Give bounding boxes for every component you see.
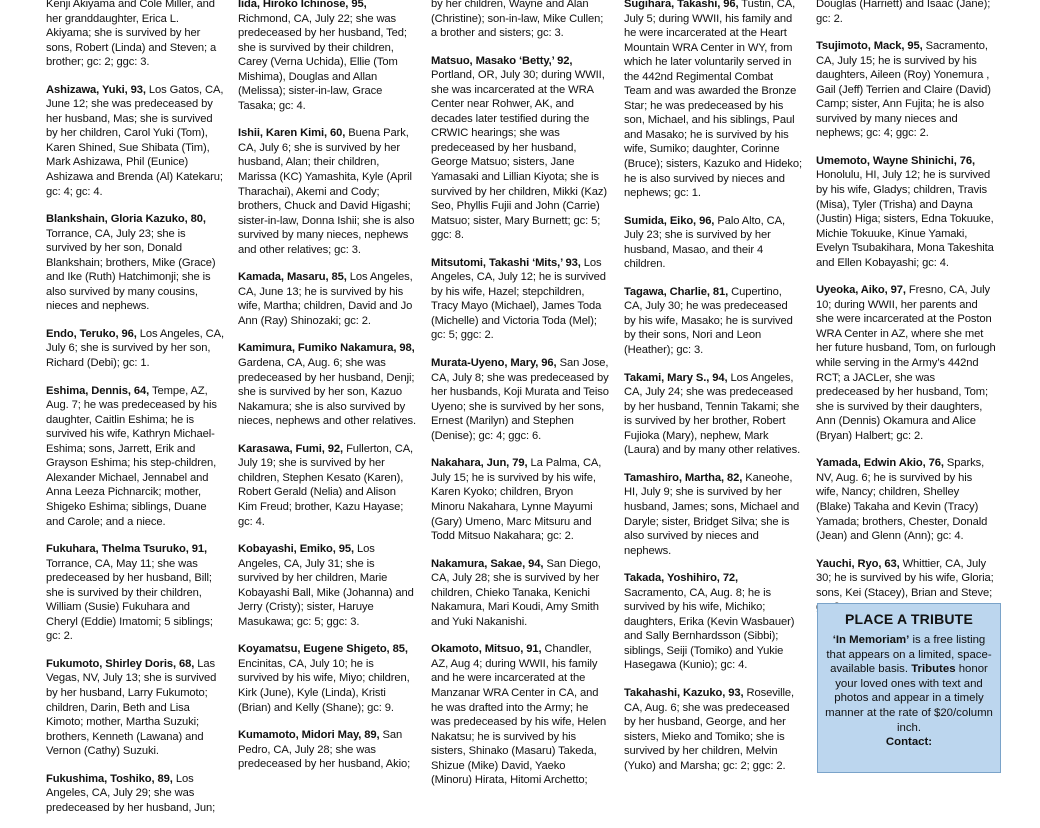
obituary-text: Chandler, AZ, Aug 4; during WWII, his family and he were incarcerated at the Manzanar WRA Center in CA, and he was drafted into the Army; he was predeceased by his wife, Helen Nakatsu; he is survived by his sisters, Shinako (Masaru) Takeda, Shizue (Mike) David, Yaeko (Minoru) Hirata, Hitomi Archetto; bbox=[431, 643, 607, 787]
obituary-name: Endo, Teruko, 96, bbox=[46, 327, 137, 340]
obituary-entry bbox=[816, 456, 996, 543]
obituary-entry bbox=[238, 341, 416, 428]
obituary-name: Sugihara, Takashi, 96, bbox=[624, 0, 739, 10]
obituary-text: Fullerton, CA, July 19; she is survived by her children, Stephen Kesato (Karen), Robert Gerald (Nelia) and Alison Kim Freud; brother, Kazu Hayase; gc: 4. bbox=[238, 442, 414, 528]
obituary-name: Koyamatsu, Eugene Shigeto, 85, bbox=[238, 643, 408, 656]
obituary-name: Tsujimoto, Mack, 95, bbox=[816, 40, 923, 53]
obituary-text: Sacramento, CA, July 15; he is survived by his daughters, Aileen (Roy) Yonemura , Gail (Jeff) Terrien and Claire (David) Camp; sister, Ann Fujita; he is also survived by many nieces and nephews; gc: 4; ggc: 2. bbox=[816, 40, 991, 140]
obituary-name: Takahashi, Kazuko, 93, bbox=[624, 686, 744, 699]
obituary-name: Eshima, Dennis, 64, bbox=[46, 384, 150, 397]
obituary-text: La Palma, CA, July 15; he is survived by his wife, Karen Kyoko; children, Bryon Minoru Nakahara, Lynne Mayumi (Gary) Umeno, Marc Mitsuru and Todd Mitsuo Nakahara; gc: 2. bbox=[431, 457, 602, 543]
obituary-entry bbox=[624, 214, 802, 272]
tribute-body bbox=[824, 633, 994, 735]
obituary-text: Los Angeles, CA, July 12; he is survived by his wife, Hazel; stepchildren, Tracy Mayo (Michael), James Toda (Michelle) and Victoria Toda (Mel); gc: 5; ggc: 2. bbox=[431, 256, 606, 342]
obituary-name: Kamimura, Fumiko Nakamura, 98, bbox=[238, 342, 415, 355]
obituary-name: Karasawa, Fumi, 92, bbox=[238, 442, 344, 455]
obituary-entry bbox=[238, 126, 416, 257]
obituary-name: Fukumoto, Shirley Doris, 68, bbox=[46, 657, 195, 670]
obituary-entry bbox=[431, 54, 609, 243]
obituary-text: Whittier, CA, July 30; he is survived by his wife, Gloria; sons, Kei (Stacey), Brian and Steve; bbox=[816, 557, 994, 599]
obituary-text: Gardena, CA, Aug. 6; she was predeceased by her husband, Denji; she is survived by her son, Kazuo Nakamura; she is also survived by nieces, nephews and other relatives. bbox=[238, 357, 416, 428]
obituary-name: Blankshain, Gloria Kazuko, 80, bbox=[46, 213, 206, 226]
obituary-entry bbox=[238, 270, 416, 328]
obituary-entry bbox=[431, 456, 609, 543]
obituary-name: Mitsutomi, Takashi ‘Mits,’ 93, bbox=[431, 256, 581, 269]
obituary-name: Takami, Mary S., 94, bbox=[624, 371, 728, 384]
obituary-text: Fresno, CA, July 10; during WWII, her parents and she were incarcerated at the Poston WRA Center in AZ, where she met her future husband, Tom, on furlough while serving in the Army’s 442nd RCT; a JACLer, she was predeceased by her husband, Tom; she is survived by their daughters, Ann (Dennis) Okamura and Alice (Bryan) Halbert; gc: 2. bbox=[816, 284, 996, 442]
obituary-text: Tustin, CA, July 5; during WWII, his family and he were incarcerated at the Heart Mountain WRA Center in WY, from which he later voluntarily served in the 442nd Regimental Combat Team and was awarded the Bronze Star; he was predeceased by his son, Michael, and his siblings, Paul and Masako; he is survived by his wife, Sumiko; daughter, Corinne (Bruce); sisters, Kazuko and Hideko; he is also survived by nieces and nephews; gc: 1. bbox=[624, 0, 802, 200]
obituary-entry bbox=[431, 356, 609, 443]
obituary-text: by her children, Wayne and Alan (Christine); son-in-law, Mike Cullen; a brother and sisters; gc: 3. bbox=[431, 0, 604, 40]
tributes-label: Tributes bbox=[911, 663, 956, 676]
obituary-column-1 bbox=[46, 0, 224, 828]
obituary-text: Tempe, AZ, Aug. 7; he was predeceased by his daughter, Caitlin Eshima; he is survived his wife, Kathryn Michael-Eshima; sons, Jarrett, Erik and Grayson Eshima; his step-children, Alexander Michael, Jennabel and Anna Leeza Pichnarcik; mother, Shigeko Eshima; siblings, Duane and Carole; and a niece. bbox=[46, 384, 217, 528]
obituary-text: San Jose, CA, July 8; she was predeceased by her husbands, Koji Murata and Teiso Uyeno; she is survived by her sons, Ernest (Marilyn) and Stephen (Denise); gc: 4; ggc: 6. bbox=[431, 357, 609, 442]
obituary-name: Ashizawa, Yuki, 93, bbox=[46, 83, 146, 96]
obituary-entry bbox=[238, 442, 416, 529]
obituary-entry bbox=[431, 256, 609, 343]
obituary-text: Sparks, NV, Aug. 6; he is survived by his wife, Nancy; children, Shelley (Blake) Takaha and Kevin (Tracy) Yamada; brothers, Chester, Donald (Jean) and Glenn (Ann); gc: 4. bbox=[816, 457, 988, 543]
obituary-entry bbox=[624, 471, 802, 558]
obituary-name: Fukuhara, Thelma Tsuruko, 91, bbox=[46, 543, 208, 556]
obituary-name: Nakahara, Jun, 79, bbox=[431, 457, 528, 470]
obituary-entry bbox=[624, 0, 802, 201]
obituary-entry bbox=[46, 657, 224, 759]
obituary-text: Los Gatos, CA, June 12; she was predeceased by her husband, Mas; she is survived by her children, Carol Yuki (Tom), Karen Shined, Sue Shibata (Tim), Mark Ashizawa, Phil (Eunice) Ashizawa and Brenda (Al) Katekaru; gc: 4; gc: 4. bbox=[46, 83, 224, 198]
obituary-text: Roseville, CA, Aug. 6; she was predeceased by her husband, George, and her sisters, Mieko and Tomiko; she is survived by her children, Melvin (Yuko) and Marsha; gc: 2; ggc: 2. bbox=[624, 686, 794, 772]
obituary-name: Yauchi, Ryo, 63, bbox=[816, 557, 900, 570]
in-memoriam-text: is a free listing that appears on a limited, space-available basis. bbox=[826, 634, 992, 676]
obituary-entry bbox=[816, 0, 996, 26]
obituary-name: Takada, Yoshihiro, 72, bbox=[624, 572, 739, 585]
obituary-text: Los Angeles, CA, June 13; he is survived by his wife, Martha; children, David and Jo Ann (Ray) Shinozaki; gc: 2. bbox=[238, 271, 413, 327]
obituary-column-4 bbox=[624, 0, 802, 786]
obituary-text: Los Angeles, CA, July 31; she is survived by her children, Marie Kobayashi Ball, Mike (Johanna) and Jerry (Cristy); sister, Haruye Masukawa; gc: 5; ggc: 3. bbox=[238, 543, 414, 628]
obituary-text: Palo Alto, CA, July 23; she is survived by her husband, Masao, and their 4 children. bbox=[624, 214, 785, 271]
obituary-name: Yamada, Edwin Akio, 76, bbox=[816, 457, 944, 470]
obituary-name: Sumida, Eiko, 96, bbox=[624, 214, 715, 227]
obituary-name: Kobayashi, Emiko, 95, bbox=[238, 543, 355, 556]
obituary-entry bbox=[46, 212, 224, 314]
obituary-text: Torrance, CA, July 23; she is survived by her son, Donald Blankshain; brothers, Mike (Grace) and Ike (Ruth) Hatchimonji; she is also survived by many cousins, nieces and nephews. bbox=[46, 227, 216, 313]
obituary-name: Okamoto, Mitsuo, 91, bbox=[431, 643, 542, 656]
obituary-text: Cupertino, CA, July 30; he was predeceased by his wife, Masako; he is survived by their sons, Nori and Leon (Heather); gc: 3. bbox=[624, 285, 793, 357]
obituary-entry bbox=[46, 327, 224, 371]
obituary-name: Matsuo, Masako ‘Betty,’ 92, bbox=[431, 54, 573, 67]
obituary-entry bbox=[238, 542, 416, 629]
obituary-entry bbox=[431, 0, 609, 41]
obituary-name: Ishii, Karen Kimi, 60, bbox=[238, 127, 346, 140]
tribute-title: PLACE A TRIBUTE bbox=[845, 611, 973, 627]
obituary-name: Kamada, Masaru, 85, bbox=[238, 271, 347, 284]
obituary-entry bbox=[816, 39, 996, 141]
obituary-text: Torrance, CA, May 11; she was predeceased by her husband, Bill; she is survived by their children, William (Susie) Fukuhara and Cheryl (Eddie) Imatomi; 5 siblings; gc: 2. bbox=[46, 557, 213, 643]
tributes-text: honor your loved ones with text and photos and appear in a timely manner at the rate of $20/column inch. bbox=[825, 663, 993, 734]
obituary-name: Nakamura, Sakae, 94, bbox=[431, 557, 544, 570]
obituary-text: Sacramento, CA, Aug. 8; he is survived by his wife, Michiko; daughters, Erika (Kevin Wasbauer) and Sally Bernhardsson (Sibbi); siblings, Seiji (Tomiko) and Yukie Hasegawa (Kunio); gc: 4. bbox=[624, 586, 795, 672]
obituary-text: Portland, OR, July 30; during WWII, she was incarcerated at the WRA Center near Rohwer, AK, and decades later testified during the CRWIC hearings; she was predeceased by her husband, George Matsuo; sisters, Jane Yamasaki and Lillian Kiyota; she is survived by her children, Mikki (Kaz) Seo, Phyllis Fujii and John (Carrie) Matsuo; sister, Mary Burnett; gc: 5; ggc: 8. bbox=[431, 69, 607, 242]
obituary-entry bbox=[431, 642, 609, 787]
obituary-entry bbox=[624, 686, 802, 773]
obituary-entry bbox=[431, 557, 609, 630]
obituary-name: Murata-Uyeno, Mary, 96, bbox=[431, 357, 557, 370]
obituary-column-5 bbox=[816, 0, 996, 628]
place-a-tribute-box bbox=[817, 603, 1001, 773]
obituary-name: Tagawa, Charlie, 81, bbox=[624, 285, 729, 298]
obituary-entry bbox=[816, 283, 996, 443]
obituary-text: Los Angeles, CA, July 24; she was predeceased by her husband, Tennin Takami; she is survived by her brother, Robert Fujioka (Mary), nephew, Mark (Laura) and by many other relatives. bbox=[624, 371, 801, 457]
in-memoriam-label: ‘In Memoriam’ bbox=[832, 634, 910, 646]
obituary-text: Buena Park, CA, July 6; she is survived by her husband, Alan; their children, Marissa (KC) Yamashita, Kyle (April Tharachai), Akemi and Cody; brothers, Chuck and David Higashi; sister-in-law, Donna Ishii; she is also survived by many nieces, nephews and other relatives; gc: 3. bbox=[238, 127, 415, 256]
obituary-entry bbox=[46, 384, 224, 529]
obituary-entry bbox=[624, 285, 802, 358]
obituary-text: Los Angeles, CA, July 29; she was predeceased by her husband, Jun; bbox=[46, 772, 216, 814]
obituary-name: Tamashiro, Martha, 82, bbox=[624, 471, 743, 484]
obituary-name: Fukushima, Toshiko, 89, bbox=[46, 772, 173, 785]
obituary-name: Uyeoka, Aiko, 97, bbox=[816, 284, 906, 297]
obituary-entry bbox=[46, 542, 224, 644]
obituary-entry bbox=[238, 642, 416, 715]
obituary-text: Kaneohe, HI, July 9; she is survived by her husband, James; sons, Michael and Daryle; sister, Bridget Silva; she is also survived by nieces and nephews. bbox=[624, 471, 800, 557]
obituary-entry bbox=[624, 571, 802, 673]
obituary-column-2 bbox=[238, 0, 416, 785]
obituary-name: Kumamoto, Midori May, 89, bbox=[238, 729, 380, 742]
tribute-contact-label: Contact: bbox=[885, 736, 933, 749]
obituary-entry bbox=[46, 772, 224, 816]
obituary-text: Las Vegas, NV, July 13; she is survived by her husband, Larry Fukumoto; children, Darin, Beth and Lisa Kimoto; mother, Martha Suzuki; brothers, Kenneth (Lawana) and Vernon (Cathy) Suzuki. bbox=[46, 657, 217, 758]
obituary-text: Douglas (Harriett) and Isaac (Jane); gc: 2. bbox=[816, 0, 991, 25]
obituary-entry bbox=[46, 0, 224, 70]
obituary-entry bbox=[624, 371, 802, 458]
obituary-text: San Diego, CA, July 28; she is survived by her children, Chieko Tanaka, Kenichi Nakamura, Mari Koudi, Amy Smith and Yuki Nakanishi. bbox=[431, 557, 601, 628]
obituary-entry bbox=[816, 154, 996, 270]
obituary-name: Iida, Hiroko Ichinose, 95, bbox=[238, 0, 367, 10]
obituary-text: Los Angeles, CA, July 6; she is survived by her son, Richard (Debi); gc: 1. bbox=[46, 327, 224, 370]
obituary-text: Honolulu, HI, July 12; he is survived by his wife, Gladys; children, Travis (Misa), Tyler (Trisha) and Dayna (Justin) Higa; sisters, Edna Tokuuke, Michie Tokuuke, Kinue Yamaki, Evelyn Tsubakihara, Mona Takeshita and Ellen Kobayashi; gc: 4. bbox=[816, 169, 994, 269]
obituary-entry bbox=[46, 83, 224, 199]
obituary-name: Umemoto, Wayne Shinichi, 76, bbox=[816, 154, 976, 167]
obituary-text: Encinitas, CA, July 10; he is survived by his wife, Miyo; children, Kirk (June), Kyle (Linda), Kristi (Brian) and Kelly (Shane); gc: 9. bbox=[238, 657, 410, 714]
obituary-entry bbox=[238, 0, 416, 113]
obituary-text: Richmond, CA, July 22; she was predeceased by her husband, Ted; she is survived by their children, Carey (Verna Uchida), Ellie (Tom Mishima), Douglas and Allan (Melissa); sister-in-law, Grace Tasaka; gc: 4. bbox=[238, 12, 407, 112]
obituary-text: San Pedro, CA, July 28; she was predeceased by her husband, Akio; bbox=[238, 729, 411, 771]
obituary-column-3 bbox=[431, 0, 609, 801]
obituary-text: Kenji Akiyama and Cole Miller, and her granddaughter, Erica L. Akiyama; she is survived by her sons, Robert (Linda) and Steven; a brother; gc: 2; ggc: 3. bbox=[46, 0, 217, 69]
